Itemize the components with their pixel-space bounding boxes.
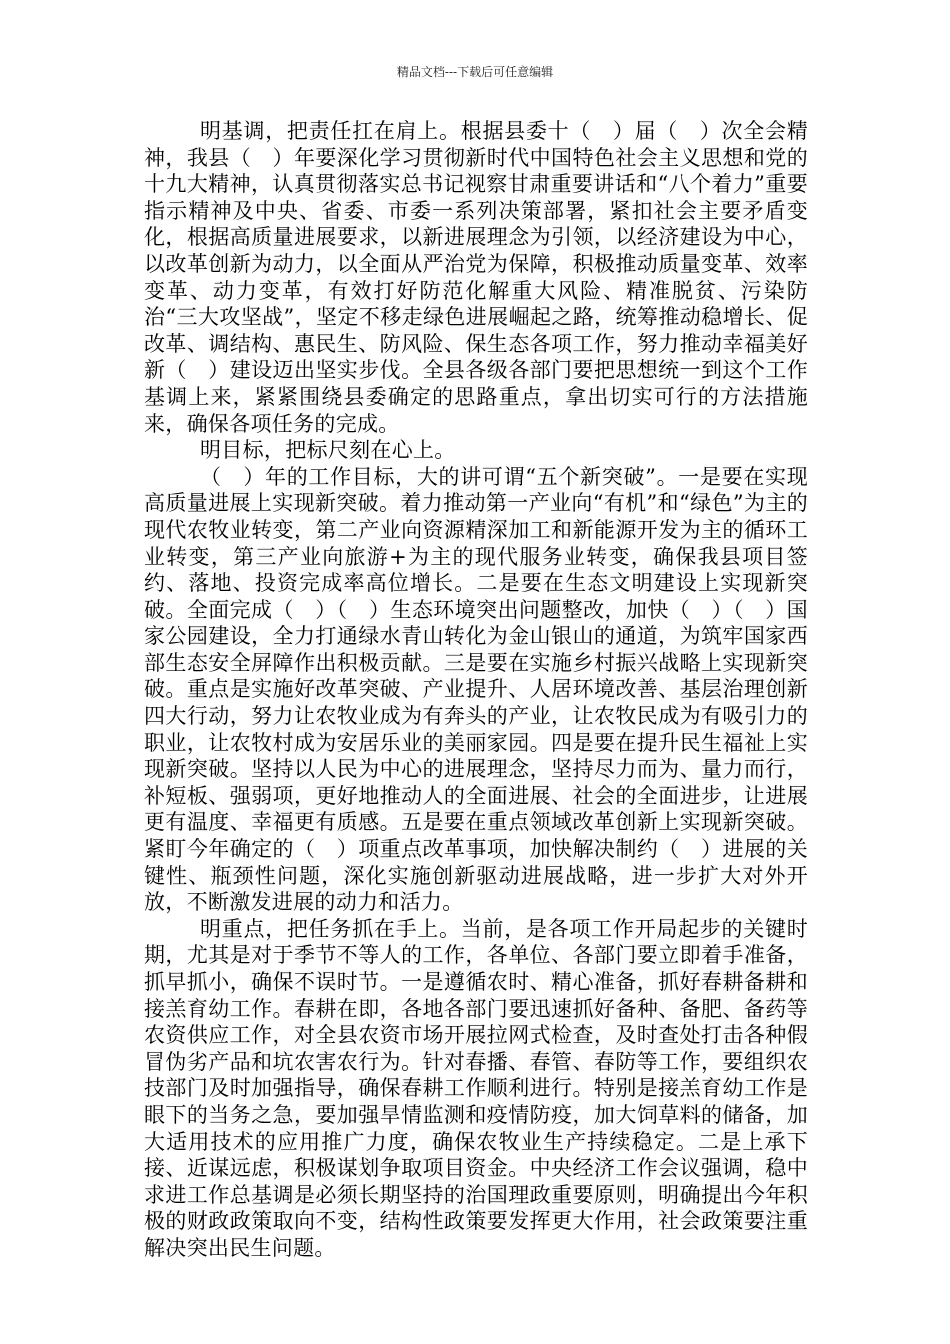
paragraph-goal-heading: 明目标，把标尺刻在心上。: [200, 438, 456, 463]
paragraph-goals: （ ）年的工作目标，大的讲可谓“五个新突破”。一是要在实现高质量进展上实现新突破。着力推动第一产业向“有机”和“绿色”为主的现代农牧业转变，第二产业向资源精深加工和新能源开发为主的循环工业转变，第三产业向旅游+为主的现代服务业转变，确保我县项目签约、落地、投资完成率高位增长。二是要在生态文明建设上实现新突破。全面完成（ ）（ ）生态环境突出问题整改，加快（ ）（ ）国家公园建设，全力打通绿水青山转化为金山银山的通道，为筑牢国家西部生态安全屏障作出积极贡献。三是要在实施乡村振兴战略上实现新突破。重点是实施好改革突破、产业提升、人居环境改善、基层治理创新四大行动，努力让农牧业成为有奔头的产业，让农牧民成为有吸引力的职业，让农牧村成为安居乐业的美丽家园。四是要在提升民生福祉上实现新突破。坚持以人民为中心的进展理念，坚持尽力而为、量力而行，补短板、强弱项，更好地推动人的全面进展、社会的全面进步，让进展更有温度、幸福更有质感。五是要在重点领域改革创新上实现新突破。紧盯今年确定的（ ）项重点改革事项，加快解决制约（ ）进展的关键性、瓶颈性问题，深化实施创新驱动进展战略，进一步扩大对外开放，不断激发进展的动力和活力。: [144, 464, 808, 915]
page-header: 精品文档---下载后可任意编辑: [396, 65, 554, 79]
paragraph-priorities: 明重点，把任务抓在手上。当前，是各项工作开局起步的关键时期，尤其是对于季节不等人的工作，各单位、各部门要立即着手准备，抓早抓小，确保不误时节。一是遵循农时、精心准备，抓好春耕备耕和接羔育幼工作。春耕在即，各地各部门要迅速抓好备种、备肥、备药等农资供应工作，对全县农资市场开展拉网式检查，及时查处打击各种假冒伪劣产品和坑农害农行为。针对春播、春管、春防等工作，要组织农技部门及时加强指导，确保春耕工作顺利进行。特别是接羔育幼工作是眼下的当务之急，要加强旱情监测和疫情防疫，加大饲草料的储备，加大适用技术的应用推广力度，确保农牧业生产持续稳定。二是上承下接、近谋远虑，积极谋划争取项目资金。中央经济工作会议强调，稳中求进工作总基调是必须长期坚持的治国理政重要原则，明确提出今年积极的财政政策取向不变，结构性政策要发挥更大作用，社会政策要注重解决突出民生问题。: [144, 916, 808, 1260]
paragraph-tone: 明基调，把责任扛在肩上。根据县委十（ ）届（ ）次全会精神，我县（ ）年要深化学习贯彻新时代中国特色社会主义思想和党的十九大精神，认真贯彻落实总书记视察甘肃重要讲话和“八个着力”重要指示精神及中央、省委、市委一系列决策部署，紧扣社会主要矛盾变化，根据高质量进展要求，以新进展理念为引领，以经济建设为中心，以改革创新为动力，以全面从严治党为保障，积极推动质量变革、效率变革、动力变革，有效打好防范化解重大风险、精准脱贫、污染防治“三大攻坚战”，坚定不移走绿色进展崛起之路，统筹推动稳增长、促改革、调结构、惠民生、防风险、保生态各项工作，努力推动幸福美好新（ ）建设迈出坚实步伐。全县各级各部门要把思想统一到这个工作基调上来，紧紧围绕县委确定的思路重点，拿出切实可行的方法措施来，确保各项任务的完成。: [144, 119, 808, 436]
document-body: [144, 118, 808, 1262]
